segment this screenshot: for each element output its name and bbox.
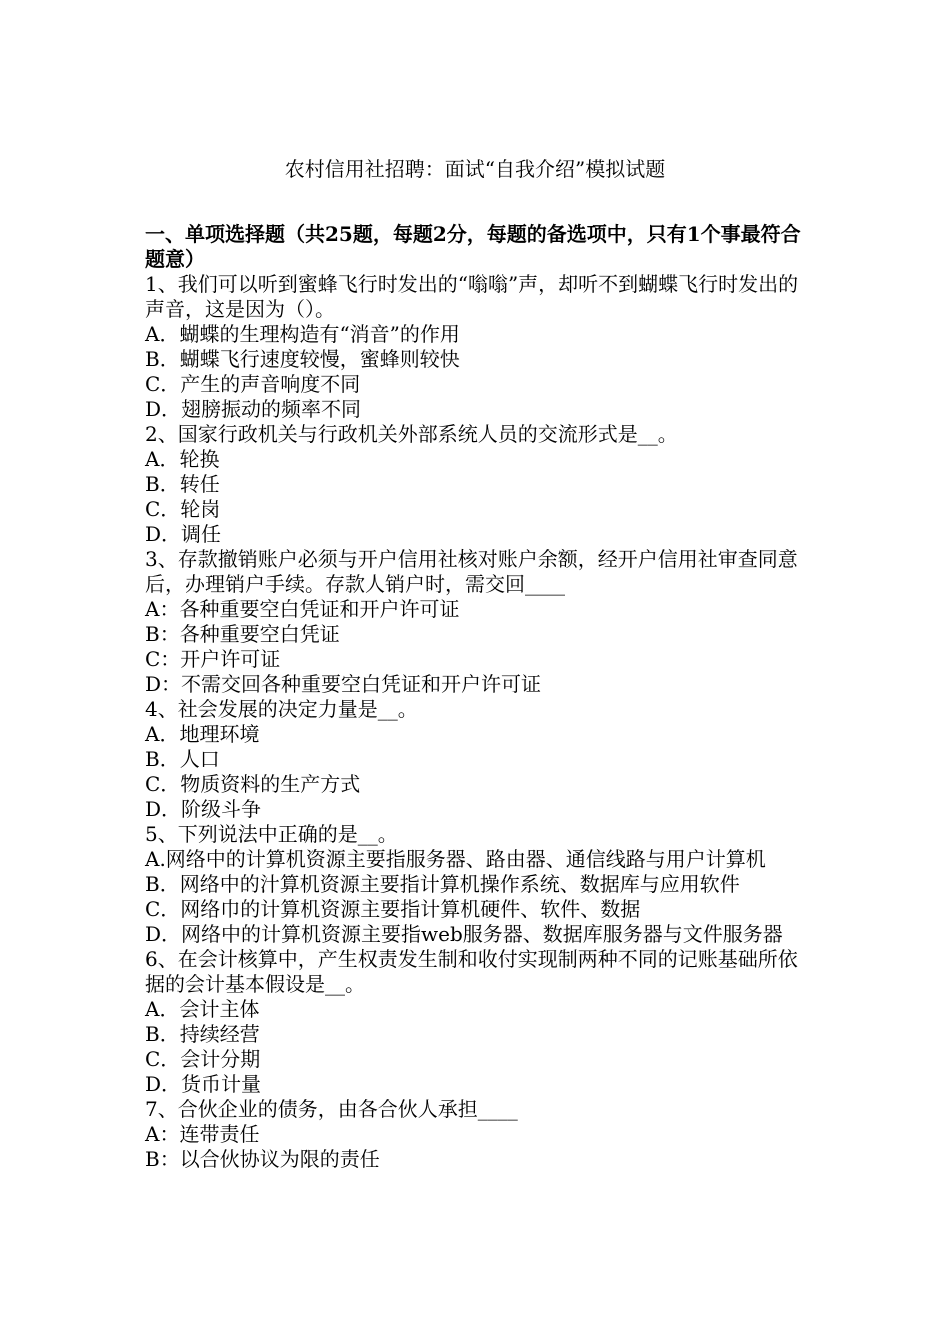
option-b: B：以合伙协议为限的责任 (145, 1147, 380, 1171)
option-d: D：不需交回各种重要空白凭证和开户许可证 (145, 672, 542, 696)
section-heading: 一、单项选择题（共25题，每题2分，每题的备选项中，只有1个事最符合题意） (145, 222, 801, 271)
option-b: B．蝴蝶飞行速度较慢，蜜蜂则较快 (145, 347, 460, 371)
option-b: B．人口 (145, 747, 220, 771)
option-c: C：开户许可证 (145, 647, 281, 671)
question-stem: 3、存款撤销账户必须与开户信用社核对账户余额，经开户信用社审查同意后，办理销户手续。存款人销户时，需交回____ (145, 547, 798, 596)
option-d: D．调任 (145, 522, 222, 546)
option-c: C．物质资料的生产方式 (145, 772, 361, 796)
document-title: 农村信用社招聘：面试“自我介绍”模拟试题 (284, 157, 666, 181)
option-a: A．蝴蝶的生理构造有“消音”的作用 (145, 322, 460, 346)
option-c: C．产生的声音响度不同 (145, 372, 361, 396)
question-stem: 4、社会发展的决定力量是__。 (145, 697, 418, 721)
question-stem: 1、我们可以听到蜜蜂飞行时发出的“嗡嗡”声，却听不到蝴蝶飞行时发出的声音，这是因为（）。 (145, 272, 799, 321)
option-a: A．地理环境 (145, 722, 260, 746)
option-a: A．会计主体 (145, 997, 260, 1021)
question-7 (145, 1097, 810, 1172)
document-body (145, 222, 810, 1172)
question-6 (145, 947, 810, 1097)
question-3 (145, 547, 810, 697)
option-b: B．网络中的汁算机资源主要指计算机操作系统、数据库与应用软件 (145, 872, 740, 896)
question-4 (145, 697, 810, 822)
option-c: C．轮岗 (145, 497, 221, 521)
option-d: D．翅膀振动的频率不同 (145, 397, 362, 421)
question-stem: 7、合伙企业的债务，由各合伙人承担____ (145, 1097, 518, 1121)
option-b: B．持续经营 (145, 1022, 260, 1046)
option-d: D．网络中的计算机资源主要指web服务器、数据库服务器与文件服务器 (145, 922, 783, 946)
question-5 (145, 822, 810, 947)
option-a: A：连带责任 (145, 1122, 260, 1146)
question-stem: 2、国家行政机关与行政机关外部系统人员的交流形式是__。 (145, 422, 678, 446)
option-c: C．网络巾的计算机资源主要指计算机硬件、软件、数据 (145, 897, 641, 921)
option-a: A：各种重要空白凭证和开户许可证 (145, 597, 460, 621)
question-stem: 5、下列说法中正确的是__。 (145, 822, 398, 846)
question-2 (145, 422, 810, 547)
option-c: C．会计分期 (145, 1047, 261, 1071)
option-a: A．轮换 (145, 447, 220, 471)
option-a: A.网络中的计算机资源主要指服务器、路由器、通信线路与用户计算机 (145, 847, 766, 871)
question-stem: 6、在会计核算中，产生权责发生制和收付实现制两种不同的记账基础所依据的会计基本假设是__。 (145, 947, 798, 996)
option-d: D．阶级斗争 (145, 797, 262, 821)
option-d: D．货币计量 (145, 1072, 262, 1096)
option-b: B．转任 (145, 472, 220, 496)
question-1 (145, 272, 810, 422)
option-b: B：各种重要空白凭证 (145, 622, 340, 646)
